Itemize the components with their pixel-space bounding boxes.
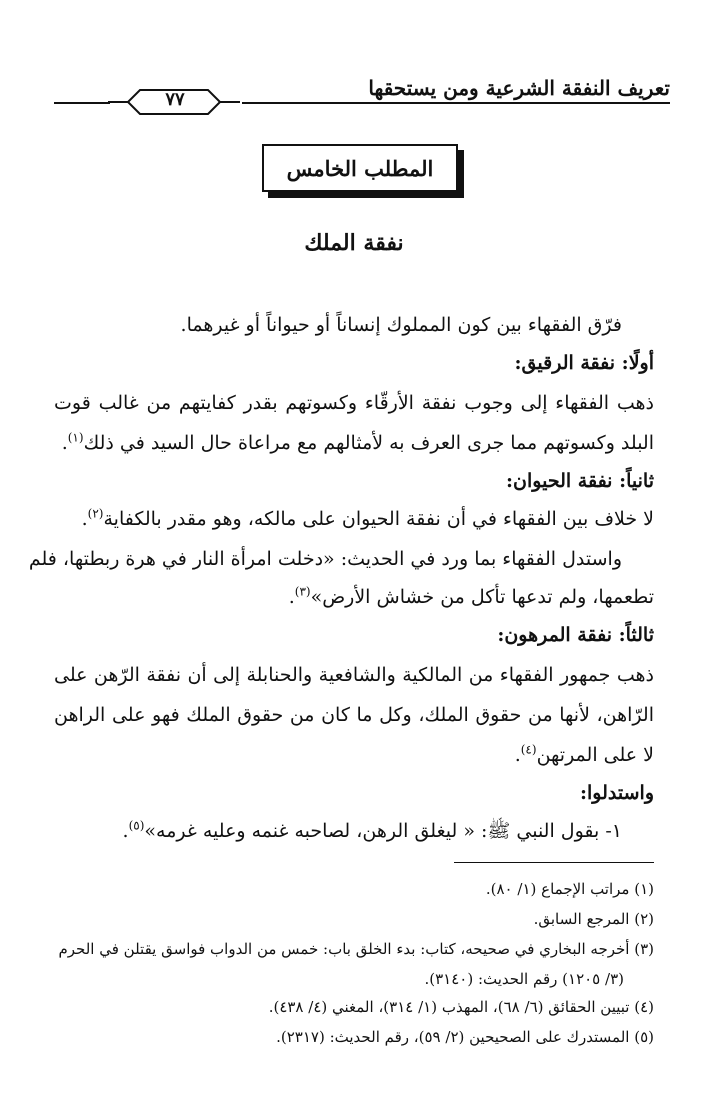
header-rule-left	[54, 102, 110, 104]
footnote-1: (١) مراتب الإجماع (١/ ٨٠).	[485, 880, 654, 898]
footnote-ref-5[interactable]: (٥)	[128, 818, 145, 833]
footnote-ref-2[interactable]: (٢)	[87, 506, 104, 521]
subheading-2: ثانياً: نفقة الحيوان:	[506, 470, 654, 492]
paragraph-4-line-1: ذهب جمهور الفقهاء من المالكية والشافعية والحنابلة إلى أن نفقة الرّهن على	[54, 664, 654, 686]
footnote-3-continued: (٣/ ١٢٠٥) رقم الحديث: (٣١٤٠).	[424, 970, 624, 988]
footnote-separator	[454, 862, 654, 863]
section-title: المطلب الخامس	[286, 155, 434, 181]
paragraph-4-line-2: الرّاهن، لأنها من حقوق الملك، وكل ما كان من حقوق الملك فهو على الراهن	[54, 704, 654, 726]
paragraph-2-line-1: لا خلاف بين الفقهاء في أن نفقة الحيوان على مالكه، وهو مقدر بالكفاية$^{(٢)}$.	[81, 506, 654, 530]
running-header	[54, 72, 670, 112]
subheading-3: ثالثاً: نفقة المرهون:	[497, 624, 654, 646]
footnote-3: (٣) أخرجه البخاري في صحيحه، كتاب: بدء الخلق باب: خمس من الدواب فواسق يقتلن في الحرم	[58, 940, 654, 958]
subheading-4: واستدلوا:	[580, 782, 654, 804]
footnote-ref-1[interactable]: (١)	[67, 430, 84, 445]
paragraph-intro: فرّق الفقهاء بين كون المملوك إنساناً أو حيواناً أو غيرهما.	[180, 314, 622, 336]
section-title-box	[262, 144, 458, 192]
paragraph-1-line-1: ذهب الفقهاء إلى وجوب نفقة الأرقّاء وكسوتهم بقدر كفايتهم من غالب قوت	[54, 392, 654, 414]
subheading-1: أولًا: نفقة الرقيق:	[514, 352, 654, 374]
footnote-5: (٥) المستدرك على الصحيحين (٢/ ٥٩)، رقم الحديث: (٢٣١٧).	[276, 1028, 654, 1046]
paragraph-1-line-2: البلد وكسوتهم مما جرى العرف به لأمثالهم مع مراعاة حال السيد في ذلك$^{(١)}$.	[61, 430, 654, 454]
paragraph-5-line-1: ١- بقول النبي ﷺ: « ليغلق الرهن، لصاحبه غنمه وعليه غرمه»$^{(٥)}$.	[122, 818, 622, 842]
footnote-4: (٤) تبيين الحقائق (٦/ ٦٨)، المهذب (١/ ٣١٤)، المغني (٤/ ٤٣٨).	[268, 998, 654, 1016]
footnote-ref-4[interactable]: (٤)	[520, 742, 537, 757]
paragraph-4-line-3: لا على المرتهن$^{(٤)}$.	[514, 742, 654, 766]
running-header-title: تعريف النفقة الشرعية ومن يستحقها	[368, 76, 670, 100]
section-heading: نفقة الملك	[304, 230, 404, 256]
page-number: ٧٧	[165, 89, 185, 110]
footnote-2: (٢) المرجع السابق.	[533, 910, 654, 928]
paragraph-3-line-1: واستدل الفقهاء بما ورد في الحديث: «دخلت امرأة النار في هرة ربطتها، فلم	[28, 548, 622, 570]
header-rule-right	[242, 102, 670, 104]
footnote-ref-3[interactable]: (٣)	[294, 584, 311, 599]
paragraph-3-line-2: تطعمها، ولم تدعها تأكل من خشاش الأرض»$^{(٣)}$.	[288, 584, 654, 608]
